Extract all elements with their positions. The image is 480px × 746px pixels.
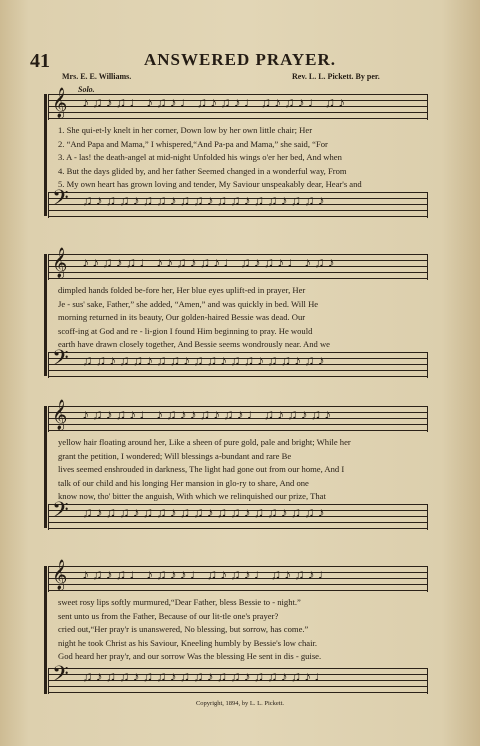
treble-staff bbox=[48, 400, 428, 432]
lyric-line: 3. A - las! the death-angel at mid-night Unfolded his wings o'er her bed, And when bbox=[58, 152, 342, 162]
lyricist-credit: Mrs. E. E. Williams. bbox=[62, 72, 132, 81]
hymn-title: ANSWERED PRAYER. bbox=[143, 50, 336, 69]
lyric-line: sweet rosy lips softly murmured,“Dear Father, bless Bessie to - night.” bbox=[58, 597, 301, 607]
lyric-line: night he took Christ as his Saviour, Kneeling humbly by Bessie's low chair. bbox=[58, 637, 317, 648]
lyric-line: 4. But the days glided by, and her father Seemed changed in a wonderful way, From bbox=[58, 165, 347, 176]
music-notes: ♪♫♪♫♩♪♫♪♪♩♫♪♫♪♩♫♪♫♪♩ bbox=[82, 568, 335, 583]
treble-clef-icon: 𝄞 bbox=[52, 560, 68, 589]
music-notes: ♪♫♪♫♪♩♪♫♪♪♫♪♫♪♩♫♪♫♪♫♪ bbox=[82, 408, 334, 423]
system-brace bbox=[44, 406, 47, 528]
lyric-line: lives seemed enshrouded in darkness, The light had gone out from our home, And I bbox=[58, 464, 345, 474]
verse-lyrics-block-3 bbox=[58, 436, 438, 504]
lyric-line: 2. “And Papa and Mama,” I whispered,“And Pa-pa and Mama,” she said, “For bbox=[58, 138, 328, 149]
music-notes: ♫♫♪♫♫♪♫♫♪♫♫♪♫♫♪♫♫♪♫♪ bbox=[82, 354, 328, 369]
music-notes: ♫♪♫♫♪♫♫♪♫♫♪♫♫♪♫♫♪♫♫♪ bbox=[82, 506, 328, 521]
bass-clef-icon: 𝄢 bbox=[52, 346, 69, 375]
lyric-line: God heard her pray'r, and our sorrow Was the blessing He sent in dis - guise. bbox=[58, 651, 322, 661]
lyric-line: talk of our child and his longing Her mansion in glo-ry to share, And one bbox=[58, 477, 309, 488]
lyric-line: scoff-ing at God and re - li-gion I found Him beginning to pray. He would bbox=[58, 325, 313, 336]
verse-lyrics-block-4 bbox=[58, 596, 438, 664]
performance-marking: Solo. bbox=[78, 85, 95, 94]
treble-staff bbox=[48, 560, 428, 592]
lyric-line: sent unto us from the Father, Because of our lit-tle one's prayer? bbox=[58, 610, 279, 621]
bass-staff bbox=[48, 346, 428, 378]
lyric-line: morning returned in its beauty, Our golden-haired Bessie was dead. Our bbox=[58, 312, 306, 322]
lyric-line: earth have drawn closely together, And Bessie seems wondrously near. And we bbox=[58, 339, 330, 349]
treble-clef-icon: 𝄞 bbox=[52, 88, 68, 117]
bass-clef-icon: 𝄢 bbox=[52, 662, 69, 691]
treble-clef-icon: 𝄞 bbox=[52, 400, 68, 429]
lyric-line: yellow hair floating around her, Like a sheen of pure gold, pale and bright; While her bbox=[58, 437, 351, 447]
copyright-notice: Copyright, 1894, by L. L. Pickett. bbox=[195, 700, 285, 707]
bass-staff bbox=[48, 498, 428, 530]
music-notes: ♪♫♪♫♩♪♫♪♩♫♪♫♪♩♫♪♫♪♩♫♪ bbox=[82, 96, 348, 111]
page-number: 41 bbox=[30, 50, 50, 72]
bass-staff bbox=[48, 186, 428, 218]
bass-clef-icon: 𝄢 bbox=[52, 498, 69, 527]
verse-lyrics-block-2 bbox=[58, 284, 438, 352]
treble-clef-icon: 𝄞 bbox=[52, 248, 68, 277]
system-brace bbox=[44, 254, 47, 376]
lyric-line: 5. My own heart has grown loving and tender, My Saviour unspeakably dear, Hear's and bbox=[58, 179, 362, 189]
music-notes: ♫♪♫♫♪♫♫♪♫♫♪♫♫♪♫♫♪♫♫♪ bbox=[82, 194, 328, 209]
lyric-line: cried out,“Her pray'r is unanswered, No blessing, but sorrow, has come.” bbox=[58, 624, 309, 634]
system-brace bbox=[44, 566, 47, 694]
composer-credit: Rev. L. L. Pickett. By per. bbox=[292, 72, 380, 81]
bass-clef-icon: 𝄢 bbox=[52, 186, 69, 215]
lyric-line: dimpled hands folded be-fore her, Her blue eyes uplift-ed in prayer, Her bbox=[58, 285, 306, 295]
treble-staff bbox=[48, 248, 428, 280]
lyric-line: Je - sus' sake, Father,” she added, “Amen,” and was quickly in bed. Will He bbox=[58, 298, 319, 309]
lyric-line: grant the petition, I wondered; Will blessings a-bundant and rare Be bbox=[58, 450, 292, 461]
lyric-line: know now, tho' bitter the anguish, With which we relinquished our prize, That bbox=[58, 491, 326, 501]
system-brace bbox=[44, 94, 47, 216]
lyric-line: 1. She qui-et-ly knelt in her corner, Down low by her own little chair; Her bbox=[58, 125, 313, 135]
bass-staff bbox=[48, 662, 428, 694]
music-notes: ♫♪♫♫♪♫♫♪♫♫♪♫♫♪♫♫♪♫♪♩ bbox=[82, 670, 331, 685]
music-notes: ♪♪♫♪♫♩♪♪♫♪♫♪♩♫♪♫♪♩♪♫♪ bbox=[82, 256, 338, 271]
verse-lyrics-block-1 bbox=[58, 124, 438, 192]
